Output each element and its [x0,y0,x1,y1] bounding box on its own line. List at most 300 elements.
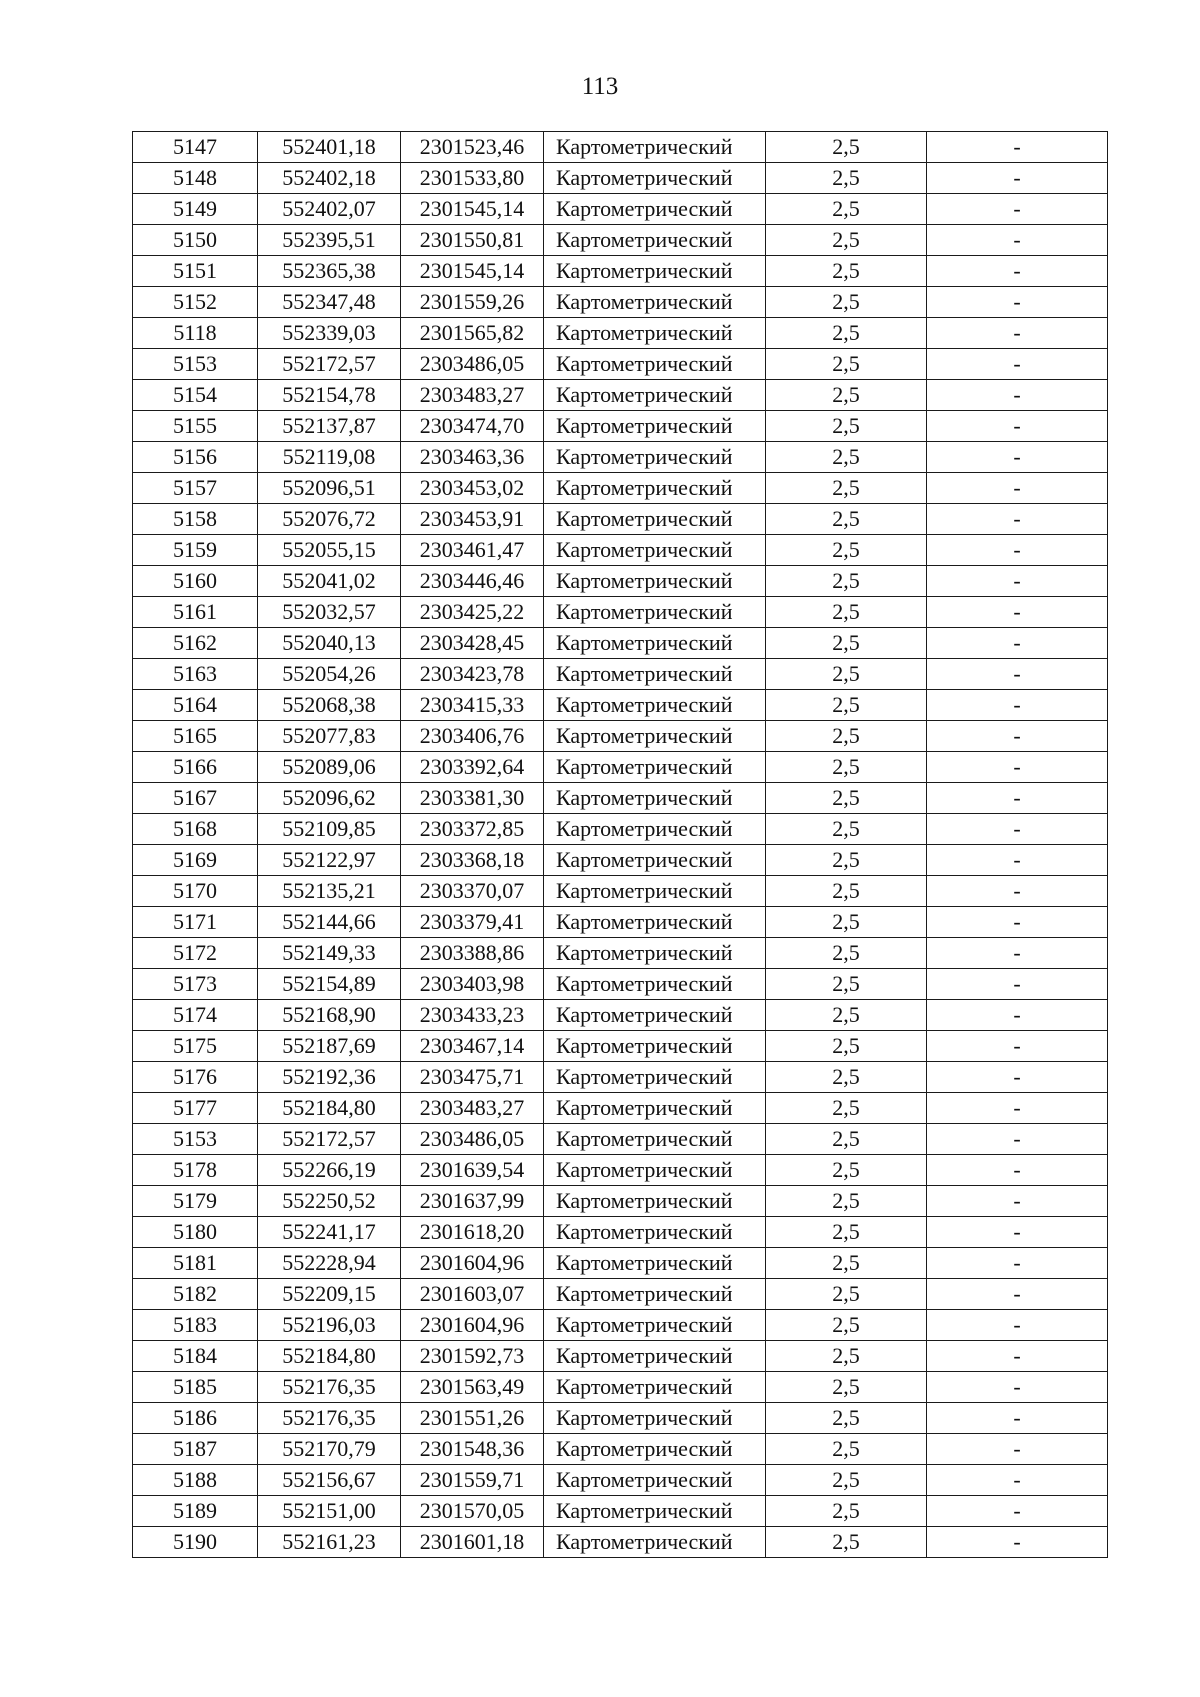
y-coordinate-cell: 2301592,73 [401,1341,544,1372]
x-coordinate-cell: 552402,07 [258,194,401,225]
accuracy-cell: 2,5 [766,442,927,473]
table-row [133,907,1108,938]
point-number-cell: 5190 [133,1527,258,1558]
accuracy-cell: 2,5 [766,597,927,628]
point-number-cell: 5147 [133,132,258,163]
y-coordinate-cell: 2303368,18 [401,845,544,876]
point-number-cell: 5180 [133,1217,258,1248]
table-row [133,721,1108,752]
point-number-cell: 5153 [133,349,258,380]
point-number-cell: 5184 [133,1341,258,1372]
method-cell: Картометрический [544,318,766,349]
y-coordinate-cell: 2303486,05 [401,1124,544,1155]
accuracy-cell: 2,5 [766,1155,927,1186]
table-row [133,1465,1108,1496]
accuracy-cell: 2,5 [766,349,927,380]
note-cell: - [927,1310,1108,1341]
x-coordinate-cell: 552176,35 [258,1403,401,1434]
point-number-cell: 5161 [133,597,258,628]
note-cell: - [927,845,1108,876]
point-number-cell: 5183 [133,1310,258,1341]
point-number-cell: 5164 [133,690,258,721]
note-cell: - [927,1279,1108,1310]
y-coordinate-cell: 2301604,96 [401,1310,544,1341]
x-coordinate-cell: 552156,67 [258,1465,401,1496]
x-coordinate-cell: 552040,13 [258,628,401,659]
x-coordinate-cell: 552122,97 [258,845,401,876]
method-cell: Картометрический [544,349,766,380]
method-cell: Картометрический [544,566,766,597]
accuracy-cell: 2,5 [766,659,927,690]
x-coordinate-cell: 552395,51 [258,225,401,256]
accuracy-cell: 2,5 [766,287,927,318]
table-row [133,132,1108,163]
method-cell: Картометрический [544,287,766,318]
x-coordinate-cell: 552032,57 [258,597,401,628]
note-cell: - [927,504,1108,535]
note-cell: - [927,1527,1108,1558]
table-row [133,1186,1108,1217]
y-coordinate-cell: 2303467,14 [401,1031,544,1062]
y-coordinate-cell: 2301550,81 [401,225,544,256]
point-number-cell: 5171 [133,907,258,938]
point-number-cell: 5156 [133,442,258,473]
note-cell: - [927,349,1108,380]
note-cell: - [927,1124,1108,1155]
x-coordinate-cell: 552137,87 [258,411,401,442]
method-cell: Картометрический [544,1310,766,1341]
note-cell: - [927,225,1108,256]
note-cell: - [927,938,1108,969]
table-row [133,411,1108,442]
y-coordinate-cell: 2301565,82 [401,318,544,349]
method-cell: Картометрический [544,380,766,411]
method-cell: Картометрический [544,1062,766,1093]
x-coordinate-cell: 552055,15 [258,535,401,566]
table-row [133,752,1108,783]
method-cell: Картометрический [544,411,766,442]
y-coordinate-cell: 2303463,36 [401,442,544,473]
x-coordinate-cell: 552192,36 [258,1062,401,1093]
x-coordinate-cell: 552184,80 [258,1341,401,1372]
table-row [133,1031,1108,1062]
accuracy-cell: 2,5 [766,1310,927,1341]
point-number-cell: 5178 [133,1155,258,1186]
note-cell: - [927,690,1108,721]
accuracy-cell: 2,5 [766,256,927,287]
table-row [133,349,1108,380]
note-cell: - [927,566,1108,597]
point-number-cell: 5185 [133,1372,258,1403]
method-cell: Картометрический [544,814,766,845]
note-cell: - [927,721,1108,752]
x-coordinate-cell: 552068,38 [258,690,401,721]
table-row [133,473,1108,504]
x-coordinate-cell: 552339,03 [258,318,401,349]
accuracy-cell: 2,5 [766,1248,927,1279]
note-cell: - [927,256,1108,287]
point-number-cell: 5150 [133,225,258,256]
x-coordinate-cell: 552172,57 [258,1124,401,1155]
y-coordinate-cell: 2301533,80 [401,163,544,194]
accuracy-cell: 2,5 [766,1031,927,1062]
point-number-cell: 5165 [133,721,258,752]
accuracy-cell: 2,5 [766,628,927,659]
x-coordinate-cell: 552168,90 [258,1000,401,1031]
x-coordinate-cell: 552149,33 [258,938,401,969]
x-coordinate-cell: 552154,78 [258,380,401,411]
y-coordinate-cell: 2301551,26 [401,1403,544,1434]
y-coordinate-cell: 2303483,27 [401,1093,544,1124]
method-cell: Картометрический [544,938,766,969]
table-row [133,256,1108,287]
method-cell: Картометрический [544,1031,766,1062]
y-coordinate-cell: 2301559,26 [401,287,544,318]
point-number-cell: 5151 [133,256,258,287]
method-cell: Картометрический [544,1124,766,1155]
accuracy-cell: 2,5 [766,194,927,225]
point-number-cell: 5169 [133,845,258,876]
accuracy-cell: 2,5 [766,1496,927,1527]
note-cell: - [927,814,1108,845]
note-cell: - [927,1217,1108,1248]
y-coordinate-cell: 2303428,45 [401,628,544,659]
note-cell: - [927,535,1108,566]
accuracy-cell: 2,5 [766,473,927,504]
method-cell: Картометрический [544,752,766,783]
method-cell: Картометрический [544,628,766,659]
accuracy-cell: 2,5 [766,1217,927,1248]
point-number-cell: 5188 [133,1465,258,1496]
table-row [133,628,1108,659]
table-row [133,1527,1108,1558]
note-cell: - [927,1465,1108,1496]
y-coordinate-cell: 2301548,36 [401,1434,544,1465]
x-coordinate-cell: 552401,18 [258,132,401,163]
x-coordinate-cell: 552170,79 [258,1434,401,1465]
x-coordinate-cell: 552250,52 [258,1186,401,1217]
method-cell: Картометрический [544,1496,766,1527]
method-cell: Картометрический [544,1186,766,1217]
method-cell: Картометрический [544,442,766,473]
note-cell: - [927,163,1108,194]
y-coordinate-cell: 2301637,99 [401,1186,544,1217]
method-cell: Картометрический [544,535,766,566]
point-number-cell: 5168 [133,814,258,845]
point-number-cell: 5189 [133,1496,258,1527]
accuracy-cell: 2,5 [766,1403,927,1434]
table-row [133,1062,1108,1093]
point-number-cell: 5187 [133,1434,258,1465]
y-coordinate-cell: 2303415,33 [401,690,544,721]
x-coordinate-cell: 552347,48 [258,287,401,318]
x-coordinate-cell: 552054,26 [258,659,401,690]
method-cell: Картометрический [544,1465,766,1496]
x-coordinate-cell: 552187,69 [258,1031,401,1062]
note-cell: - [927,659,1108,690]
note-cell: - [927,1031,1108,1062]
table-row [133,380,1108,411]
table-row [133,566,1108,597]
page-number: 113 [581,73,619,100]
y-coordinate-cell: 2301563,49 [401,1372,544,1403]
method-cell: Картометрический [544,1248,766,1279]
accuracy-cell: 2,5 [766,1372,927,1403]
note-cell: - [927,442,1108,473]
method-cell: Картометрический [544,907,766,938]
y-coordinate-cell: 2303433,23 [401,1000,544,1031]
method-cell: Картометрический [544,876,766,907]
table-row [133,1155,1108,1186]
point-number-cell: 5174 [133,1000,258,1031]
table-row [133,783,1108,814]
accuracy-cell: 2,5 [766,907,927,938]
note-cell: - [927,1093,1108,1124]
note-cell: - [927,1000,1108,1031]
point-number-cell: 5166 [133,752,258,783]
y-coordinate-cell: 2301618,20 [401,1217,544,1248]
table-row [133,535,1108,566]
point-number-cell: 5176 [133,1062,258,1093]
table-row [133,194,1108,225]
x-coordinate-cell: 552241,17 [258,1217,401,1248]
table-row [133,814,1108,845]
method-cell: Картометрический [544,1000,766,1031]
point-number-cell: 5170 [133,876,258,907]
table-row [133,938,1108,969]
note-cell: - [927,1496,1108,1527]
method-cell: Картометрический [544,473,766,504]
note-cell: - [927,194,1108,225]
y-coordinate-cell: 2303381,30 [401,783,544,814]
point-number-cell: 5162 [133,628,258,659]
table-row [133,504,1108,535]
x-coordinate-cell: 552196,03 [258,1310,401,1341]
table-row [133,1000,1108,1031]
accuracy-cell: 2,5 [766,721,927,752]
note-cell: - [927,969,1108,1000]
y-coordinate-cell: 2303446,46 [401,566,544,597]
table-row [133,1341,1108,1372]
method-cell: Картометрический [544,163,766,194]
method-cell: Картометрический [544,225,766,256]
method-cell: Картометрический [544,1403,766,1434]
accuracy-cell: 2,5 [766,380,927,411]
table-row [133,442,1108,473]
y-coordinate-cell: 2301545,14 [401,194,544,225]
x-coordinate-cell: 552154,89 [258,969,401,1000]
accuracy-cell: 2,5 [766,969,927,1000]
x-coordinate-cell: 552176,35 [258,1372,401,1403]
note-cell: - [927,1248,1108,1279]
x-coordinate-cell: 552119,08 [258,442,401,473]
note-cell: - [927,907,1108,938]
accuracy-cell: 2,5 [766,1434,927,1465]
table-row [133,969,1108,1000]
x-coordinate-cell: 552151,00 [258,1496,401,1527]
note-cell: - [927,597,1108,628]
x-coordinate-cell: 552184,80 [258,1093,401,1124]
y-coordinate-cell: 2303370,07 [401,876,544,907]
y-coordinate-cell: 2303453,91 [401,504,544,535]
note-cell: - [927,380,1108,411]
accuracy-cell: 2,5 [766,783,927,814]
accuracy-cell: 2,5 [766,411,927,442]
accuracy-cell: 2,5 [766,1000,927,1031]
y-coordinate-cell: 2301570,05 [401,1496,544,1527]
point-number-cell: 5153 [133,1124,258,1155]
y-coordinate-cell: 2303475,71 [401,1062,544,1093]
table-row [133,876,1108,907]
table-row [133,1093,1108,1124]
note-cell: - [927,132,1108,163]
x-coordinate-cell: 552209,15 [258,1279,401,1310]
y-coordinate-cell: 2303403,98 [401,969,544,1000]
method-cell: Картометрический [544,1155,766,1186]
x-coordinate-cell: 552109,85 [258,814,401,845]
x-coordinate-cell: 552096,62 [258,783,401,814]
y-coordinate-cell: 2303379,41 [401,907,544,938]
note-cell: - [927,473,1108,504]
point-number-cell: 5172 [133,938,258,969]
y-coordinate-cell: 2301545,14 [401,256,544,287]
table-row [133,1279,1108,1310]
table-row [133,1248,1108,1279]
x-coordinate-cell: 552096,51 [258,473,401,504]
method-cell: Картометрический [544,969,766,1000]
method-cell: Картометрический [544,783,766,814]
x-coordinate-cell: 552402,18 [258,163,401,194]
x-coordinate-cell: 552041,02 [258,566,401,597]
y-coordinate-cell: 2301604,96 [401,1248,544,1279]
method-cell: Картометрический [544,1527,766,1558]
note-cell: - [927,1186,1108,1217]
note-cell: - [927,1062,1108,1093]
point-number-cell: 5152 [133,287,258,318]
point-number-cell: 5157 [133,473,258,504]
point-number-cell: 5181 [133,1248,258,1279]
x-coordinate-cell: 552172,57 [258,349,401,380]
x-coordinate-cell: 552161,23 [258,1527,401,1558]
x-coordinate-cell: 552135,21 [258,876,401,907]
point-number-cell: 5173 [133,969,258,1000]
accuracy-cell: 2,5 [766,504,927,535]
x-coordinate-cell: 552144,66 [258,907,401,938]
method-cell: Картометрический [544,132,766,163]
point-number-cell: 5149 [133,194,258,225]
accuracy-cell: 2,5 [766,1124,927,1155]
y-coordinate-cell: 2303461,47 [401,535,544,566]
y-coordinate-cell: 2301523,46 [401,132,544,163]
table-row [133,1217,1108,1248]
y-coordinate-cell: 2303474,70 [401,411,544,442]
y-coordinate-cell: 2303423,78 [401,659,544,690]
x-coordinate-cell: 552089,06 [258,752,401,783]
accuracy-cell: 2,5 [766,876,927,907]
method-cell: Картометрический [544,690,766,721]
y-coordinate-cell: 2303372,85 [401,814,544,845]
accuracy-cell: 2,5 [766,1279,927,1310]
accuracy-cell: 2,5 [766,1341,927,1372]
y-coordinate-cell: 2301639,54 [401,1155,544,1186]
table-row [133,845,1108,876]
y-coordinate-cell: 2303388,86 [401,938,544,969]
accuracy-cell: 2,5 [766,1465,927,1496]
accuracy-cell: 2,5 [766,1093,927,1124]
method-cell: Картометрический [544,256,766,287]
method-cell: Картометрический [544,1372,766,1403]
note-cell: - [927,752,1108,783]
point-number-cell: 5158 [133,504,258,535]
table-row [133,1434,1108,1465]
note-cell: - [927,1341,1108,1372]
method-cell: Картометрический [544,721,766,752]
y-coordinate-cell: 2303392,64 [401,752,544,783]
accuracy-cell: 2,5 [766,845,927,876]
method-cell: Картометрический [544,1341,766,1372]
point-number-cell: 5167 [133,783,258,814]
accuracy-cell: 2,5 [766,938,927,969]
x-coordinate-cell: 552266,19 [258,1155,401,1186]
y-coordinate-cell: 2303453,02 [401,473,544,504]
method-cell: Картометрический [544,597,766,628]
point-number-cell: 5118 [133,318,258,349]
y-coordinate-cell: 2303486,05 [401,349,544,380]
coordinates-table [132,131,1108,1558]
point-number-cell: 5182 [133,1279,258,1310]
accuracy-cell: 2,5 [766,318,927,349]
x-coordinate-cell: 552228,94 [258,1248,401,1279]
accuracy-cell: 2,5 [766,535,927,566]
method-cell: Картометрический [544,659,766,690]
note-cell: - [927,1155,1108,1186]
accuracy-cell: 2,5 [766,163,927,194]
table-row [133,225,1108,256]
table-row [133,1496,1108,1527]
accuracy-cell: 2,5 [766,814,927,845]
method-cell: Картометрический [544,1279,766,1310]
x-coordinate-cell: 552077,83 [258,721,401,752]
accuracy-cell: 2,5 [766,1527,927,1558]
note-cell: - [927,783,1108,814]
point-number-cell: 5155 [133,411,258,442]
accuracy-cell: 2,5 [766,132,927,163]
note-cell: - [927,411,1108,442]
note-cell: - [927,1372,1108,1403]
y-coordinate-cell: 2303483,27 [401,380,544,411]
method-cell: Картометрический [544,1093,766,1124]
point-number-cell: 5179 [133,1186,258,1217]
table-row [133,1403,1108,1434]
point-number-cell: 5154 [133,380,258,411]
method-cell: Картометрический [544,504,766,535]
point-number-cell: 5148 [133,163,258,194]
accuracy-cell: 2,5 [766,1062,927,1093]
y-coordinate-cell: 2301603,07 [401,1279,544,1310]
y-coordinate-cell: 2301559,71 [401,1465,544,1496]
note-cell: - [927,628,1108,659]
method-cell: Картометрический [544,1217,766,1248]
y-coordinate-cell: 2301601,18 [401,1527,544,1558]
point-number-cell: 5159 [133,535,258,566]
y-coordinate-cell: 2303406,76 [401,721,544,752]
accuracy-cell: 2,5 [766,752,927,783]
note-cell: - [927,287,1108,318]
method-cell: Картометрический [544,194,766,225]
accuracy-cell: 2,5 [766,225,927,256]
x-coordinate-cell: 552365,38 [258,256,401,287]
accuracy-cell: 2,5 [766,566,927,597]
